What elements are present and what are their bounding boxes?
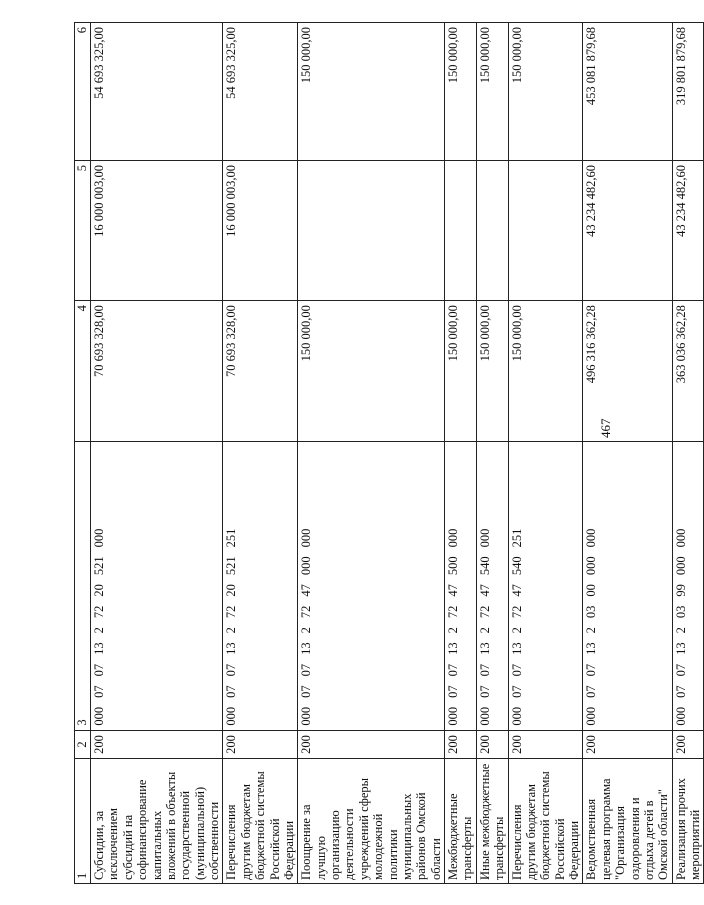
header-col-3: 3 <box>75 442 91 730</box>
row-col-4: 496 316 362,28 <box>583 301 672 442</box>
code-part: 07 <box>509 685 524 698</box>
row-col-2: 200 <box>91 730 223 759</box>
row-col-4: 150 000,00 <box>476 301 508 442</box>
code-part: 07 <box>509 663 524 677</box>
row-col-2: 200 <box>672 730 704 759</box>
header-col-5: 5 <box>75 161 91 301</box>
row-code <box>476 442 508 730</box>
code-part: 72 <box>224 605 239 619</box>
table-body <box>91 23 704 884</box>
rotated-page <box>74 22 702 884</box>
code-part: 13 <box>92 642 106 655</box>
code-part: 000 <box>92 706 106 726</box>
code-part: 07 <box>477 663 492 677</box>
code-part: 000 <box>673 706 688 726</box>
row-col-4: 70 693 328,00 <box>223 301 298 442</box>
code-part: 500 <box>446 556 460 576</box>
row-col-2: 200 <box>445 730 477 759</box>
header-col-1: 1 <box>75 759 91 884</box>
code-part: 03 <box>673 605 688 619</box>
code-part: 07 <box>224 663 239 677</box>
code-part: 99 <box>673 584 688 597</box>
row-col-5: 16 000 003,00 <box>91 161 223 301</box>
row-code <box>223 442 298 730</box>
header-col-6: 6 <box>75 23 91 161</box>
code-part: 13 <box>299 642 314 655</box>
row-name: Иные межбюджетные трансферты <box>476 759 508 884</box>
row-col-5 <box>298 161 445 301</box>
code-part: 13 <box>446 642 460 655</box>
row-col-6: 54 693 325,00 <box>223 23 298 161</box>
code-part: 540 <box>477 556 492 576</box>
code-part: 000 <box>477 528 492 548</box>
row-col-4: 150 000,00 <box>508 301 583 442</box>
code-part: 07 <box>584 685 599 698</box>
row-col-5 <box>445 161 477 301</box>
row-code <box>91 442 223 730</box>
code-part: 72 <box>446 605 460 619</box>
row-col-4: 70 693 328,00 <box>91 301 223 442</box>
row-col-2: 200 <box>508 730 583 759</box>
code-part: 72 <box>299 605 314 619</box>
row-col-5 <box>476 161 508 301</box>
code-part: 47 <box>477 584 492 597</box>
code-part: 2 <box>673 627 688 634</box>
row-code <box>508 442 583 730</box>
code-part: 000 <box>509 706 524 726</box>
row-name: Субсидии, за исключением субсидий на софинансирование капитальных вложений в объекты государственной (муниципальной) собственности <box>91 759 223 884</box>
code-part: 07 <box>673 685 688 698</box>
budget-table <box>74 22 704 884</box>
row-col-6: 150 000,00 <box>445 23 477 161</box>
code-part: 07 <box>446 663 460 677</box>
code-part: 13 <box>673 642 688 655</box>
row-col-2: 200 <box>583 730 672 759</box>
header-col-4: 4 <box>75 301 91 442</box>
code-part: 000 <box>92 528 106 548</box>
table-row <box>298 23 445 884</box>
row-col-4: 150 000,00 <box>298 301 445 442</box>
code-part: 2 <box>92 627 106 634</box>
row-col-5: 43 234 482,60 <box>583 161 672 301</box>
row-code <box>445 442 477 730</box>
code-part: 2 <box>446 627 460 634</box>
row-col-4: 150 000,00 <box>445 301 477 442</box>
code-part: 72 <box>477 605 492 619</box>
code-part: 540 <box>509 556 524 576</box>
code-part: 47 <box>299 584 314 597</box>
code-part: 13 <box>477 642 492 655</box>
code-part: 000 <box>477 706 492 726</box>
header-row <box>75 23 91 884</box>
code-part: 03 <box>584 605 599 619</box>
code-part: 2 <box>509 627 524 634</box>
row-col-6: 150 000,00 <box>298 23 445 161</box>
row-col-6: 453 081 879,68 <box>583 23 672 161</box>
code-part: 000 <box>584 528 599 548</box>
row-col-5 <box>508 161 583 301</box>
code-part: 07 <box>584 663 599 677</box>
row-col-5: 16 000 003,00 <box>223 161 298 301</box>
table-row <box>91 23 223 884</box>
code-part: 07 <box>477 685 492 698</box>
code-part: 000 <box>299 528 314 548</box>
code-part: 000 <box>673 556 688 576</box>
row-code <box>672 442 704 730</box>
code-part: 000 <box>446 528 460 548</box>
code-part: 72 <box>509 605 524 619</box>
row-col-2: 200 <box>476 730 508 759</box>
code-part: 20 <box>224 584 239 597</box>
code-part: 72 <box>92 605 106 619</box>
row-name: Реализация прочих мероприятий <box>672 759 704 884</box>
header-col-2: 2 <box>75 730 91 759</box>
code-part: 07 <box>224 685 239 698</box>
row-col-6: 150 000,00 <box>508 23 583 161</box>
code-part: 07 <box>299 663 314 677</box>
code-part: 000 <box>584 706 599 726</box>
code-part: 000 <box>224 706 239 726</box>
code-part: 2 <box>224 627 239 634</box>
row-col-4: 363 036 362,28 <box>672 301 704 442</box>
code-part: 47 <box>446 584 460 597</box>
row-name: Межбюджетные трансферты <box>445 759 477 884</box>
table-row <box>223 23 298 884</box>
code-part: 13 <box>224 642 239 655</box>
row-code <box>583 442 672 730</box>
code-part: 20 <box>92 584 106 597</box>
row-code <box>298 442 445 730</box>
code-part: 07 <box>673 663 688 677</box>
code-part: 251 <box>224 528 239 548</box>
row-name: Перечисления другим бюджетам бюджетной системы Российской Федерации <box>508 759 583 884</box>
code-part: 000 <box>584 556 599 576</box>
code-part: 000 <box>673 528 688 548</box>
code-part: 000 <box>446 706 460 726</box>
table-row <box>476 23 508 884</box>
code-part: 13 <box>509 642 524 655</box>
code-part: 07 <box>299 685 314 698</box>
code-part: 000 <box>299 706 314 726</box>
row-name: Перечисления другим бюджетам бюджетной системы Российской Федерации <box>223 759 298 884</box>
row-col-2: 200 <box>223 730 298 759</box>
code-part: 07 <box>446 685 460 698</box>
page-number: 467 <box>598 418 613 438</box>
row-col-6: 150 000,00 <box>476 23 508 161</box>
code-part: 2 <box>299 627 314 634</box>
code-part: 47 <box>509 584 524 597</box>
code-part: 2 <box>584 627 599 634</box>
table-row <box>445 23 477 884</box>
code-part: 521 <box>92 556 106 576</box>
table-row <box>672 23 704 884</box>
code-part: 00 <box>584 584 599 597</box>
row-col-6: 319 801 879,68 <box>672 23 704 161</box>
code-part: 251 <box>509 528 524 548</box>
code-part: 000 <box>299 556 314 576</box>
row-name: Поощрение за лучшую организацию деятельности учреждений сферы молодежной политики муниципальных районов Омской области <box>298 759 445 884</box>
row-name: Ведомственная целевая программа "Организация оздоровления и отдыха детей в Омской области" <box>583 759 672 884</box>
row-col-2: 200 <box>298 730 445 759</box>
table-row <box>508 23 583 884</box>
code-part: 07 <box>92 663 106 677</box>
code-part: 13 <box>584 642 599 655</box>
code-part: 2 <box>477 627 492 634</box>
code-part: 07 <box>92 685 106 698</box>
row-col-5: 43 234 482,60 <box>672 161 704 301</box>
table-row <box>583 23 672 884</box>
row-col-6: 54 693 325,00 <box>91 23 223 161</box>
code-part: 521 <box>224 556 239 576</box>
